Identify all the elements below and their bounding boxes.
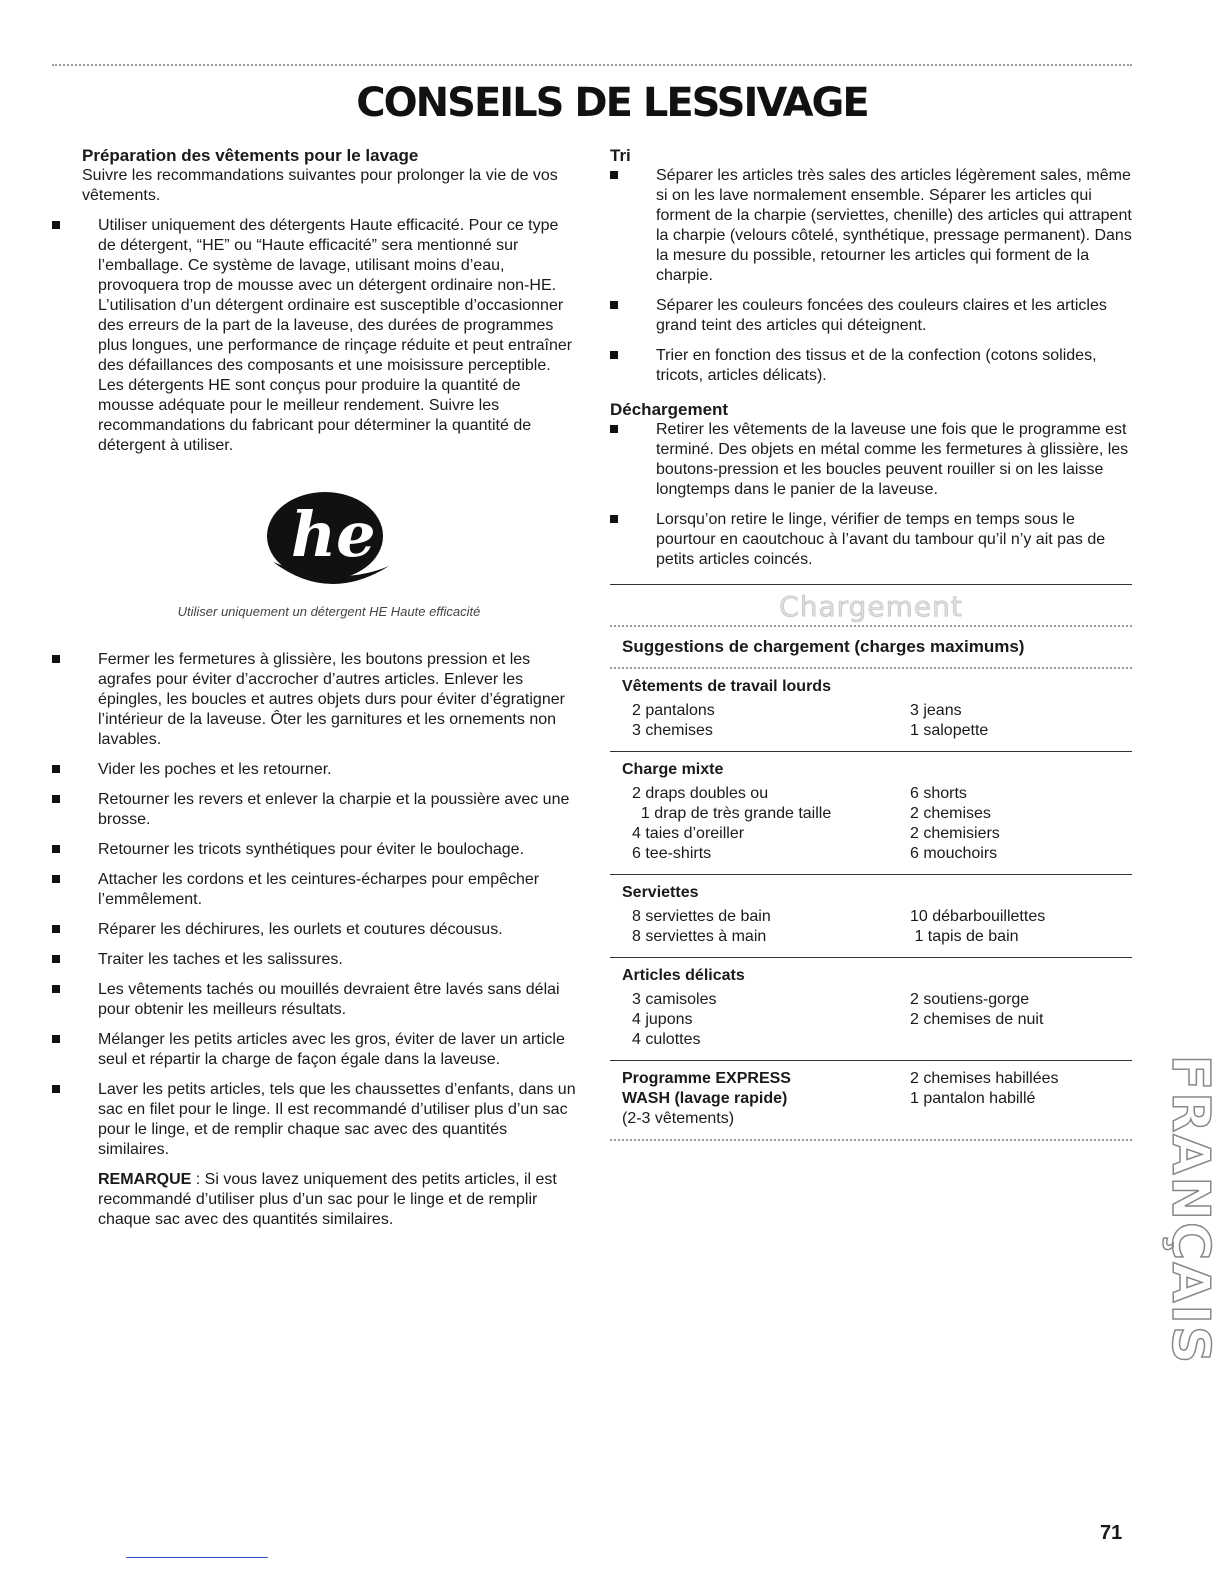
he-logo-text: he	[291, 498, 376, 571]
list-item: Les vêtements tachés ou mouillés devraient être lavés sans délai pour obtenir les meilleurs résultats.	[52, 980, 576, 1020]
list-item: Fermer les fermetures à glissière, les boutons pression et les agrafes pour éviter d’accrocher d’autres articles. Enlever les épingles, les boucles et autres objets durs pour éviter d’égratigner l’intérieur de la laveuse. Ôter les garnitures et les ornements non lavables.	[52, 650, 576, 750]
load-group-express: Programme EXPRESS WASH (lavage rapide) (2-3 vêtements) 2 chemises habillées 1 pantalon habillé	[622, 1070, 1059, 1127]
list-item: Utiliser uniquement des détergents Haute efficacité. Pour ce type de détergent, “HE” ou “Haute efficacité” sera mentionné sur l’emballage. Ce système de lavage, utilisant moins d’eau, provoquera trop de mousse avec un détergent ordinaire non-HE. L’utilisation d’un détergent ordinaire est susceptible d’occasionner des erreurs de la part de la laveuse, des durées de programmes plus longues, une performance de rinçage réduite et peut entraîner des défaillances des composants et une moisissure perceptible. Les détergents HE sont conçus pour produire la quantité de mousse adéquate pour le meilleur rendement. Suivre les recommandations du fabricant pour déterminer la quantité de détergent à utiliser.	[52, 216, 576, 456]
prep-intro: Suivre les recommandations suivantes pour prolonger la vie de vos vêtements.	[82, 167, 558, 204]
prep-bullets	[82, 650, 576, 1230]
list-item: Attacher les cordons et les ceintures-écharpes pour empêcher l’emmêlement.	[52, 870, 576, 910]
list-item: Laver les petits articles, tels que les chaussettes d’enfants, dans un sac en filet pour le linge. Il est recommandé d’utiliser plus d’un sac pour le linge, et de remplir chaque sac avec des quantités similaires. REMARQUE : Si vous lavez uniquement des petits articles, il est recommandé d’utiliser plus d’un sac pour le linge et de remplir chaque sac avec des quantités similaires.	[52, 1080, 576, 1230]
list-item: Séparer les couleurs foncées des couleurs claires et les articles grand teint des articles qui déteignent.	[610, 296, 1132, 336]
list-item: Vider les poches et les retourner.	[52, 760, 576, 780]
list-item: Réparer les déchirures, les ourlets et coutures décousus.	[52, 920, 576, 940]
list-item: Lorsqu’on retire le linge, vérifier de temps en temps sous le pourtour en caoutchouc à l’avant du tambour qu’il n’y ait pas de petits articles coincés.	[610, 510, 1132, 570]
list-item: Traiter les taches et les salissures.	[52, 950, 576, 970]
load-group-heavy: Vêtements de travail lourds 2 pantalons 3 chemises 3 jeans 1 salopette	[622, 678, 989, 739]
list-item: Trier en fonction des tissus et de la confection (cotons solides, tricots, articles délicats).	[610, 346, 1132, 386]
he-logo-icon	[259, 484, 399, 594]
divider	[610, 584, 1132, 585]
logo-caption: Utiliser uniquement un détergent HE Haute efficacité	[177, 604, 481, 619]
bullet-icon	[610, 171, 618, 179]
list-item: Retourner les tricots synthétiques pour éviter le boulochage.	[52, 840, 576, 860]
page-number: 71	[1100, 1522, 1123, 1544]
bullet-icon	[52, 955, 60, 963]
bullet-icon	[52, 845, 60, 853]
tri-bullets	[610, 166, 1132, 386]
tri-heading: Tri	[610, 146, 631, 165]
bullet-icon	[52, 655, 60, 663]
bullet-icon	[610, 515, 618, 523]
note-text: : Si vous lavez uniquement des petits articles, il est recommandé d’utiliser plus d’un sac pour le linge et de remplir chaque sac avec des quantités similaires.	[98, 1171, 557, 1228]
side-language-label: FRANÇAIS	[1160, 1054, 1220, 1366]
list-item: Mélanger les petits articles avec les gros, éviter de laver un article seul et répartir la charge de façon égale dans la laveuse.	[52, 1030, 576, 1070]
dech-bullets	[610, 420, 1132, 570]
chargement-title: Chargement	[779, 590, 963, 623]
bullet-icon	[52, 795, 60, 803]
page-title: CONSEILS DE LESSIVAGE	[356, 80, 868, 126]
load-group-mixed: Charge mixte 2 draps doubles ou 1 drap de très grande taille 4 taies d’oreiller 6 tee-shirts 6 shorts 2 chemises 2 chemisiers 6 mouchoirs	[622, 761, 1000, 862]
list-item: Séparer les articles très sales des articles légèrement sales, même si on les lave normalement ensemble. Séparer les articles qui forment de la charpie (serviettes, chenille) des articles qui attrapent la charpie (velours côtelé, synthétique, pressage permanent). Dans la mesure du possible, retourner les articles qui forment de la charpie.	[610, 166, 1132, 286]
left-column	[82, 146, 576, 1240]
bullet-icon	[52, 985, 60, 993]
bullet-icon	[52, 221, 60, 229]
list-item: Retirer les vêtements de la laveuse une fois que le programme est terminé. Des objets en métal comme les fermetures à glissière, les boutons-pression et les boucles peuvent rouiller si on les laisse longtemps dans le panier de la laveuse.	[610, 420, 1132, 500]
dech-heading: Déchargement	[610, 400, 729, 419]
prep-bullets-top	[82, 216, 576, 456]
divider	[610, 1139, 1132, 1141]
prep-heading: Préparation des vêtements pour le lavage	[82, 146, 419, 165]
list-item: Retourner les revers et enlever la charpie et la poussière avec une brosse.	[52, 790, 576, 830]
note	[98, 1170, 576, 1230]
he-logo	[82, 484, 576, 594]
load-group-towels: Serviettes 8 serviettes de bain 8 serviettes à main 10 débarbouillettes 1 tapis de bain	[622, 884, 1046, 945]
bullet-icon	[610, 425, 618, 433]
top-dotted-rule	[52, 64, 1132, 66]
bullet-icon	[52, 875, 60, 883]
note-label: REMARQUE	[98, 1171, 192, 1188]
bullet-icon	[52, 1085, 60, 1093]
bullet-icon	[52, 1035, 60, 1043]
footer-rule	[126, 1557, 268, 1558]
bullet-icon	[52, 765, 60, 773]
load-suggestions-heading: Suggestions de chargement (charges maximums)	[622, 637, 1025, 656]
load-group-delicates: Articles délicats 3 camisoles 4 jupons 4 culottes 2 soutiens-gorge 2 chemises de nuit	[622, 967, 1044, 1048]
bullet-icon	[610, 351, 618, 359]
bullet-icon	[52, 925, 60, 933]
right-column	[610, 146, 1132, 1141]
bullet-icon	[610, 301, 618, 309]
